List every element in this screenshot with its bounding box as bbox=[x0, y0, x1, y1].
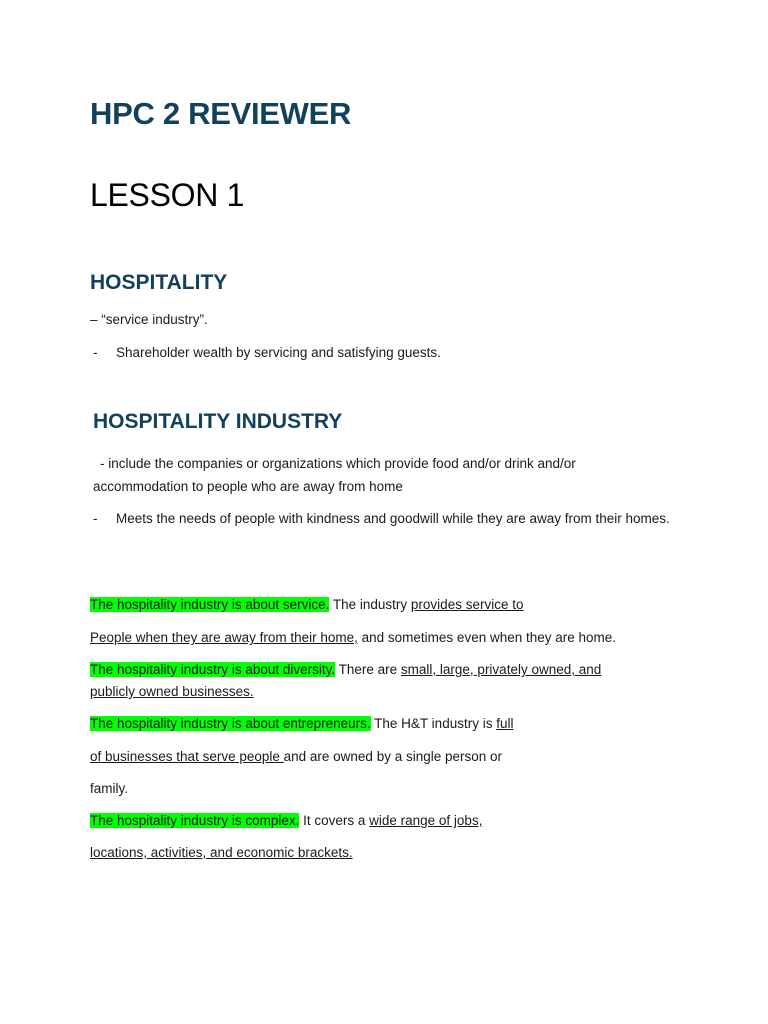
point-entrepreneurs-line1 bbox=[90, 713, 513, 734]
plain-text: and sometimes even when they are home. bbox=[357, 630, 617, 645]
plain-text: and are owned by a single person or bbox=[283, 749, 503, 764]
highlight-text: The hospitality industry is complex. bbox=[90, 813, 300, 828]
hospitality-definition: – “service industry”. bbox=[90, 312, 208, 327]
industry-definition-line1: - include the companies or organizations which provide food and/or drink and/or bbox=[100, 456, 576, 471]
industry-definition-line2: accommodation to people who are away from home bbox=[93, 479, 403, 494]
hospitality-heading: HOSPITALITY bbox=[90, 271, 228, 294]
highlight-text: The hospitality industry is about service. bbox=[90, 597, 330, 612]
plain-text: It covers a bbox=[299, 813, 370, 828]
underlined-text: wide range of jobs, bbox=[369, 813, 483, 828]
hospitality-industry-heading: HOSPITALITY INDUSTRY bbox=[93, 410, 343, 433]
plain-text: The industry bbox=[329, 597, 411, 612]
highlight-text: The hospitality industry is about diversity. bbox=[90, 662, 336, 677]
highlight-text: The hospitality industry is about entrepreneurs. bbox=[90, 716, 371, 731]
lesson-heading: LESSON 1 bbox=[90, 177, 245, 213]
document-title: HPC 2 REVIEWER bbox=[90, 96, 352, 131]
underlined-text: full bbox=[496, 716, 514, 731]
point-entrepreneurs-line2 bbox=[90, 746, 502, 767]
hospitality-bullet bbox=[90, 342, 670, 363]
underlined-text: locations, activities, and economic brackets. bbox=[90, 845, 353, 860]
industry-bullet bbox=[90, 508, 675, 529]
bullet-text: Shareholder wealth by servicing and satisfying guests. bbox=[116, 345, 441, 360]
bullet-text: Meets the needs of people with kindness and goodwill while they are away from their homes. bbox=[116, 511, 670, 526]
point-complex-line2 bbox=[90, 842, 353, 863]
underlined-text: small, large, privately owned, and bbox=[400, 662, 602, 677]
underlined-text: of businesses that serve people bbox=[90, 749, 284, 764]
bullet-marker: - bbox=[93, 511, 98, 526]
point-complex-line1 bbox=[90, 810, 482, 831]
bullet-marker: - bbox=[93, 345, 98, 360]
plain-text: The H&T industry is bbox=[370, 716, 497, 731]
underlined-text: People when they are away from their home, bbox=[90, 630, 358, 645]
underlined-text: provides service to bbox=[410, 597, 524, 612]
point-diversity-line2 bbox=[90, 681, 254, 702]
point-service-line1 bbox=[90, 594, 523, 615]
underlined-text: publicly owned businesses. bbox=[90, 684, 254, 699]
plain-text: There are bbox=[335, 662, 401, 677]
point-diversity-line1 bbox=[90, 659, 601, 680]
point-service-line2 bbox=[90, 627, 616, 648]
point-entrepreneurs-line3: family. bbox=[90, 781, 129, 796]
